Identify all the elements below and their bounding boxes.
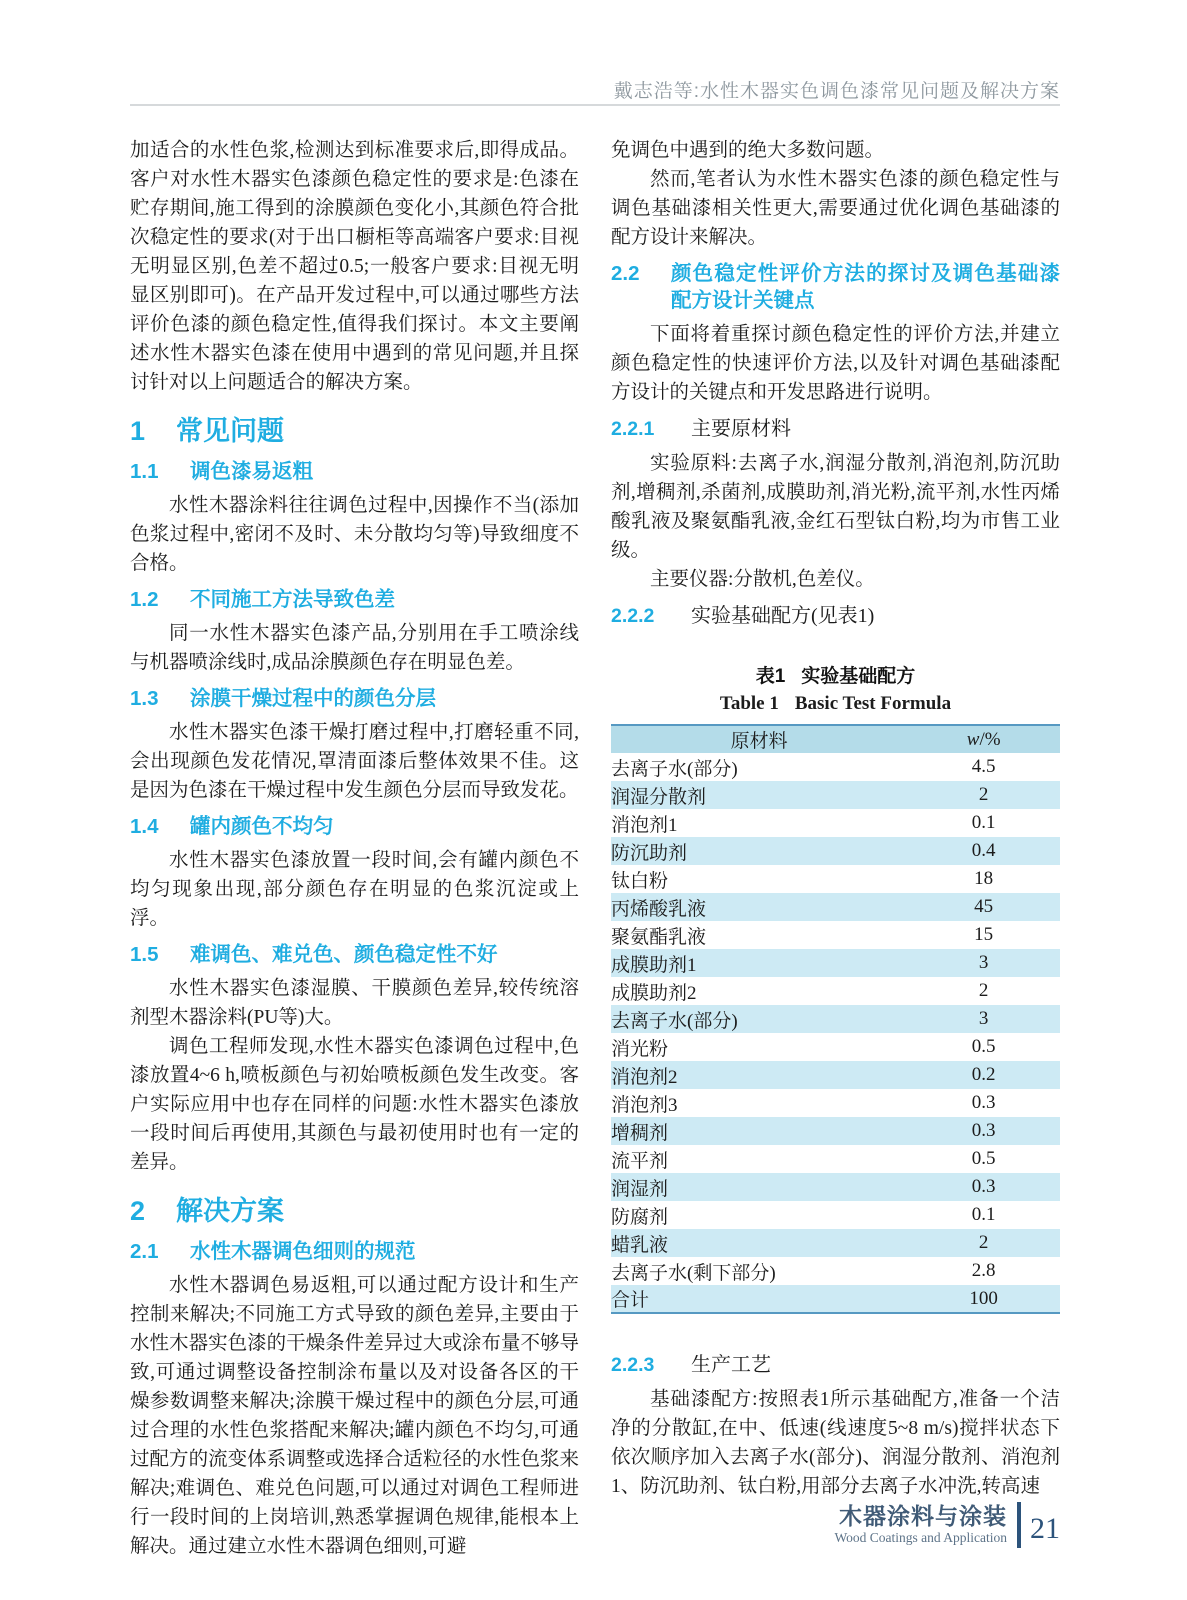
table-title-cn: 实验基础配方 bbox=[801, 666, 916, 687]
cell-material: 消光粉 bbox=[611, 1038, 669, 1060]
subsection-title: 颜色稳定性评价方法的探讨及调色基础漆配方设计关键点 bbox=[671, 262, 1060, 312]
table-row bbox=[611, 1173, 1060, 1201]
table-row bbox=[611, 1145, 1060, 1173]
table-row bbox=[611, 809, 1060, 837]
subsection-number: 1.3 bbox=[130, 687, 159, 710]
cell-material: 流平剂 bbox=[611, 1150, 669, 1172]
cell-material: 润湿分散剂 bbox=[611, 786, 707, 808]
subsection-title: 调色漆易返粗 bbox=[190, 460, 313, 483]
cell-material: 丙烯酸乳液 bbox=[611, 898, 707, 920]
cell-weight: 0.5 bbox=[971, 1036, 996, 1057]
subsection-1-2-heading bbox=[130, 586, 579, 613]
subsubsection-title: 生产工艺 bbox=[691, 1354, 771, 1376]
table-title-en: Basic Test Formula bbox=[794, 693, 952, 714]
cell-weight: 18 bbox=[974, 868, 994, 889]
table-row bbox=[611, 949, 1060, 977]
paragraph: 主要仪器:分散机,色差仪。 bbox=[650, 569, 875, 590]
subsubsection-title: 实验基础配方(见表1) bbox=[691, 605, 875, 627]
table-row bbox=[611, 1201, 1060, 1229]
table-caption-en bbox=[611, 690, 1060, 717]
subsubsection-number: 2.2.3 bbox=[611, 1354, 655, 1376]
subsection-1-3-heading bbox=[130, 685, 579, 712]
section-1-heading bbox=[130, 415, 579, 448]
left-column bbox=[130, 136, 579, 1561]
cell-weight: 2 bbox=[978, 1232, 989, 1253]
page-content bbox=[130, 136, 1060, 1561]
cell-material: 聚氨酯乳液 bbox=[611, 926, 707, 948]
cell-weight: 0.4 bbox=[971, 840, 996, 861]
paragraph: 同一水性木器实色漆产品,分别用在手工喷涂线与机器喷涂线时,成品涂膜颜色存在明显色差。 bbox=[130, 623, 579, 673]
running-head: 戴志浩等:水性木器实色调色漆常见问题及解决方案 bbox=[613, 81, 1060, 102]
cell-material: 润湿剂 bbox=[611, 1178, 669, 1200]
subsubsection-number: 2.2.2 bbox=[611, 605, 655, 627]
section-title: 解决方案 bbox=[176, 1196, 284, 1226]
subsection-number: 1.1 bbox=[130, 460, 159, 483]
paragraph: 实验原料:去离子水,润湿分散剂,消泡剂,防沉助剂,增稠剂,杀菌剂,成膜助剂,消光粉,流平剂,水性丙烯酸乳液及聚氨酯乳液,金红石型钛白粉,均为市售工业级。 bbox=[611, 453, 1060, 561]
table-header-row bbox=[611, 725, 1060, 753]
paragraph: 水性木器实色漆干燥打磨过程中,打磨轻重不同,会出现颜色发花情况,罩清面漆后整体效果不佳。这是因为色漆在干燥过程中发生颜色分层而导致发花。 bbox=[130, 722, 579, 801]
subsection-number: 2.1 bbox=[130, 1240, 159, 1263]
subsubsection-2-2-1-heading bbox=[611, 416, 1060, 443]
subsubsection-2-2-2-heading bbox=[611, 603, 1060, 630]
table-label-cn: 表1 bbox=[755, 666, 786, 687]
paragraph: 水性木器实色漆湿膜、干膜颜色差异,较传统溶剂型木器涂料(PU等)大。 bbox=[130, 978, 579, 1028]
subsection-title: 水性木器调色细则的规范 bbox=[190, 1240, 416, 1263]
paragraph: 然而,笔者认为水性木器实色漆的颜色稳定性与调色基础漆相关性更大,需要通过优化调色基础漆的配方设计来解决。 bbox=[611, 169, 1060, 248]
cell-weight: 2.8 bbox=[971, 1260, 996, 1281]
table-caption bbox=[611, 664, 1060, 717]
table-caption-cn bbox=[611, 664, 1060, 690]
table-row bbox=[611, 1117, 1060, 1145]
subsubsection-title: 主要原材料 bbox=[691, 418, 791, 440]
cell-weight: 3 bbox=[978, 1008, 989, 1029]
cell-weight: 15 bbox=[974, 924, 994, 945]
cell-weight: 4.5 bbox=[971, 756, 996, 777]
subsubsection-2-2-3-heading bbox=[611, 1352, 1060, 1379]
table-row bbox=[611, 1005, 1060, 1033]
table-row bbox=[611, 921, 1060, 949]
table-row bbox=[611, 1229, 1060, 1257]
subsection-title: 不同施工方法导致色差 bbox=[190, 588, 395, 611]
column-header-material: 原材料 bbox=[611, 725, 907, 753]
paragraph-intro: 加适合的水性色浆,检测达到标准要求后,即得成品。客户对水性木器实色漆颜色稳定性的要求是:色漆在贮存期间,施工得到的涂膜颜色变化小,其颜色符合批次稳定性的要求(对于出口橱柜等高端客户要求:目视无明显区别,色差不超过0.5;一般客户要求:目视无明显区别即可)。在产品开发过程中,可以通过哪些方法评价色漆的颜色稳定性,值得我们探讨。本文主要阐述水性木器实色漆在使用中遇到的常见问题,并且探讨针对以上问题适合的解决方案。 bbox=[130, 140, 579, 393]
header-rule bbox=[130, 104, 1060, 106]
table-row-total bbox=[611, 1285, 1060, 1313]
basic-formula-table bbox=[611, 724, 1060, 1314]
table-label-en: Table 1 bbox=[719, 693, 779, 714]
paragraph: 调色工程师发现,水性木器实色漆调色过程中,色漆放置4~6 h,喷板颜色与初始喷板颜色发生改变。客户实际应用中也存在同样的问题:水性木器实色漆放一段时间后再使用,其颜色与最初使用时也有一定的差异。 bbox=[130, 1036, 579, 1173]
subsection-1-1-heading bbox=[130, 458, 579, 485]
cell-weight: 0.3 bbox=[971, 1092, 996, 1113]
subsection-1-4-heading bbox=[130, 813, 579, 840]
table-row bbox=[611, 893, 1060, 921]
cell-weight: 0.1 bbox=[971, 1204, 996, 1225]
cell-material: 成膜助剂2 bbox=[611, 982, 697, 1004]
subsection-2-2-heading bbox=[611, 260, 1060, 314]
cell-material: 消泡剂2 bbox=[611, 1066, 678, 1088]
table-row bbox=[611, 865, 1060, 893]
journal-name-cn: 木器涂料与涂装 bbox=[839, 1502, 1007, 1529]
cell-weight: 100 bbox=[969, 1287, 998, 1309]
subsection-number: 1.2 bbox=[130, 588, 159, 611]
paragraph: 水性木器调色易返粗,可以通过配方设计和生产控制来解决;不同施工方式导致的颜色差异,主要由于水性木器实色漆的干燥条件差异过大或涂布量不够导致,可通过调整设备控制涂布量以及对设备各区的干燥参数调整来解决;涂膜干燥过程中的颜色分层,可通过合理的水性色浆搭配来解决;罐内颜色不均匀,可通过配方的流变体系调整或选择合适粒径的水性色浆来解决;难调色、难兑色问题,可以通过对调色工程师进行一段时间的上岗培训,熟悉掌握调色规律,能根本上解决。通过建立水性木器调色细则,可避 bbox=[130, 1275, 579, 1557]
subsection-number: 2.2 bbox=[611, 262, 640, 285]
table-row bbox=[611, 1061, 1060, 1089]
cell-material: 防沉助剂 bbox=[611, 842, 688, 864]
percent-unit: /% bbox=[979, 728, 1001, 750]
page-number: 21 bbox=[1030, 1512, 1060, 1545]
paragraph: 基础漆配方:按照表1所示基础配方,准备一个洁净的分散缸,在中、低速(线速度5~8 m/s)搅拌状态下依次顺序加入去离子水(部分)、润湿分散剂、消泡剂1、防沉助剂、钛白粉,用部分去离子水冲洗,转高速 bbox=[611, 1389, 1060, 1497]
journal-names bbox=[834, 1504, 1007, 1547]
cell-material: 去离子水(剩下部分) bbox=[611, 1262, 776, 1284]
cell-weight: 45 bbox=[974, 896, 994, 917]
cell-weight: 0.5 bbox=[971, 1148, 996, 1169]
cell-material: 防腐剂 bbox=[611, 1206, 669, 1228]
section-number: 2 bbox=[130, 1196, 146, 1226]
cell-material: 消泡剂3 bbox=[611, 1094, 678, 1116]
cell-weight: 0.2 bbox=[971, 1064, 996, 1085]
page-footer bbox=[834, 1502, 1060, 1548]
section-title: 常见问题 bbox=[176, 416, 284, 446]
subsection-number: 1.4 bbox=[130, 815, 159, 838]
cell-material: 消泡剂1 bbox=[611, 814, 678, 836]
paragraph-continuation: 免调色中遇到的绝大多数问题。 bbox=[611, 140, 885, 161]
w-symbol: w bbox=[966, 728, 980, 750]
journal-name-en: Wood Coatings and Application bbox=[834, 1529, 1007, 1545]
cell-material: 去离子水(部分) bbox=[611, 1010, 738, 1032]
cell-weight: 2 bbox=[978, 980, 989, 1001]
table-row bbox=[611, 1033, 1060, 1061]
section-number: 1 bbox=[130, 416, 146, 446]
subsection-title: 涂膜干燥过程中的颜色分层 bbox=[190, 687, 436, 710]
cell-weight: 3 bbox=[978, 952, 989, 973]
cell-weight: 0.3 bbox=[971, 1120, 996, 1141]
cell-material: 蜡乳液 bbox=[611, 1234, 669, 1256]
cell-weight: 0.3 bbox=[971, 1176, 996, 1197]
subsection-title: 罐内颜色不均匀 bbox=[190, 815, 334, 838]
table-row bbox=[611, 837, 1060, 865]
cell-weight: 0.1 bbox=[971, 812, 996, 833]
subsubsection-number: 2.2.1 bbox=[611, 418, 655, 440]
right-column bbox=[611, 136, 1060, 1561]
cell-material: 钛白粉 bbox=[611, 870, 669, 892]
paragraph: 下面将着重探讨颜色稳定性的评价方法,并建立颜色稳定性的快速评价方法,以及针对调色基础漆配方设计的关键点和开发思路进行说明。 bbox=[611, 324, 1060, 403]
subsection-2-1-heading bbox=[130, 1238, 579, 1265]
column-header-weight bbox=[907, 725, 1060, 753]
section-2-heading bbox=[130, 1195, 579, 1228]
cell-material: 去离子水(部分) bbox=[611, 758, 738, 780]
paragraph: 水性木器涂料往往调色过程中,因操作不当(添加色浆过程中,密闭不及时、未分散均匀等)导致细度不合格。 bbox=[130, 495, 579, 574]
cell-material: 合计 bbox=[611, 1290, 650, 1311]
table-row bbox=[611, 753, 1060, 781]
footer-divider-bar bbox=[1017, 1502, 1021, 1548]
cell-material: 增稠剂 bbox=[611, 1122, 669, 1144]
subsection-title: 难调色、难兑色、颜色稳定性不好 bbox=[190, 943, 498, 966]
cell-material: 成膜助剂1 bbox=[611, 954, 697, 976]
paragraph: 水性木器实色漆放置一段时间,会有罐内颜色不均匀现象出现,部分颜色存在明显的色浆沉淀或上浮。 bbox=[130, 850, 579, 929]
subsection-number: 1.5 bbox=[130, 943, 159, 966]
table-row bbox=[611, 1257, 1060, 1285]
table-row bbox=[611, 977, 1060, 1005]
table-row bbox=[611, 781, 1060, 809]
subsection-1-5-heading bbox=[130, 941, 579, 968]
table-row bbox=[611, 1089, 1060, 1117]
cell-weight: 2 bbox=[978, 784, 989, 805]
